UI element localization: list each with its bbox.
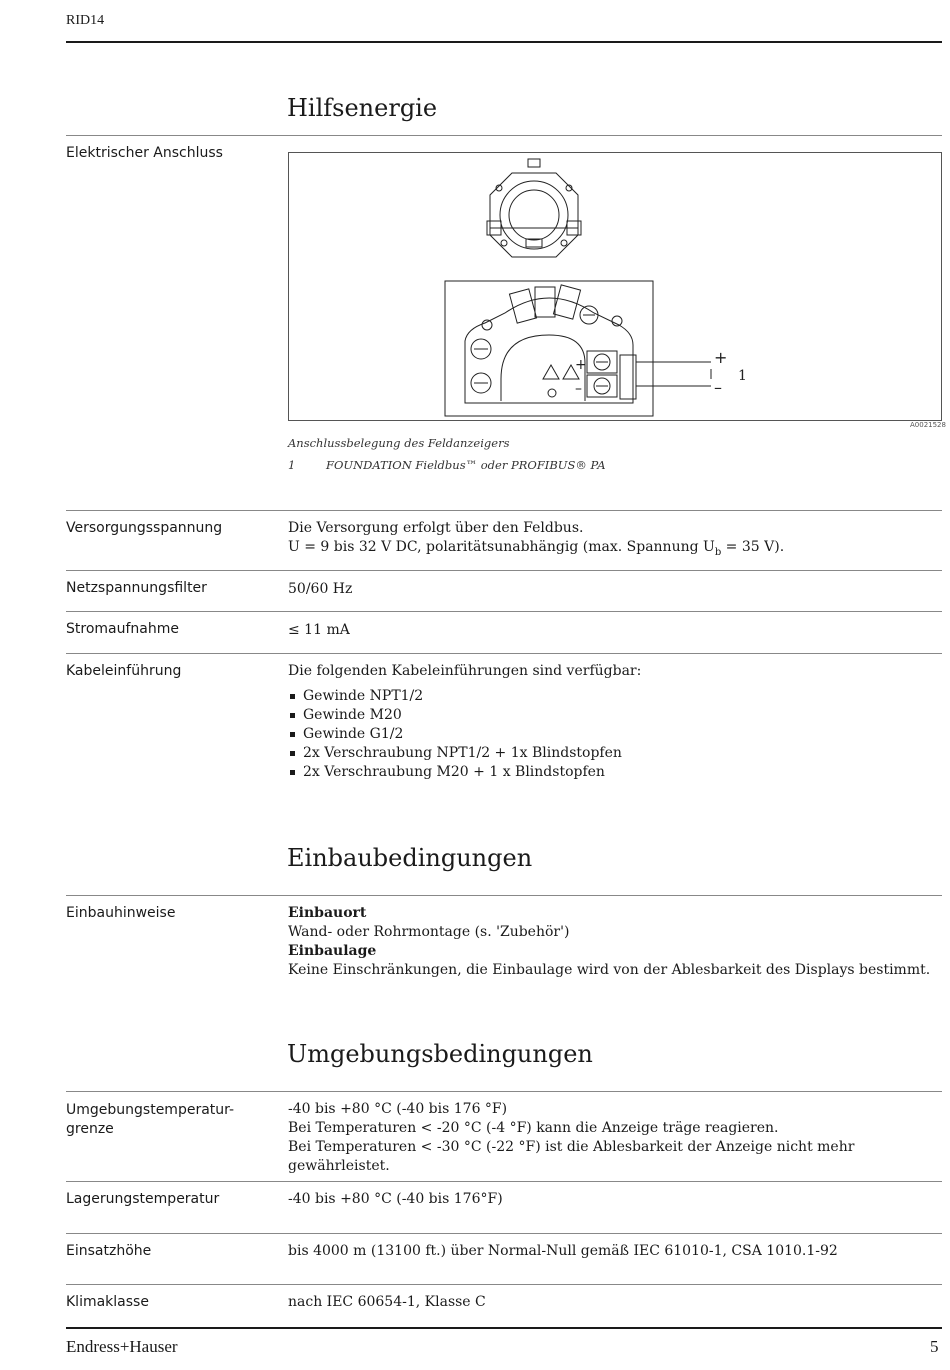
callout-number: 1 [738, 368, 747, 384]
temp-line2: Bei Temperaturen < -20 °C (-4 °F) kann die Anzeige träge reagieren. [288, 1120, 779, 1136]
label-elektrischer-anschluss: Elektrischer Anschluss [66, 145, 223, 161]
divider [66, 895, 942, 896]
footer-brand: Endress+Hauser [66, 1337, 178, 1356]
wiring-figure [288, 152, 942, 421]
value-klimaklasse: nach IEC 60654-1, Klasse C [288, 1294, 486, 1310]
divider [66, 135, 942, 136]
terminal-diagram [289, 153, 943, 422]
label-klimaklasse: Klimaklasse [66, 1294, 149, 1310]
figure-legend-text: FOUNDATION Fieldbus™ oder PROFIBUS® PA [326, 458, 606, 472]
section-title-umgebungsbedingungen: Umgebungsbedingungen [287, 1040, 593, 1068]
kabel-list [288, 687, 641, 782]
header-rule [66, 41, 942, 43]
value-umgebungstemperaturgrenze [288, 1100, 950, 1176]
label-lagerungstemperatur: Lagerungstemperatur [66, 1191, 220, 1207]
figure-legend-number: 1 [288, 458, 296, 472]
value-stromaufnahme: ≤ 11 mA [288, 622, 350, 638]
divider [66, 1284, 942, 1285]
section-title-einbaubedingungen: Einbaubedingungen [287, 844, 533, 872]
divider [66, 611, 942, 612]
esd-warning-icon [543, 365, 559, 379]
list-item: 2x Verschraubung M20 + 1 x Blindstopfen [288, 763, 641, 782]
divider [66, 1181, 942, 1182]
einbauort-heading: Einbauort [288, 905, 367, 921]
divider [66, 1233, 942, 1234]
einbauort-text: Wand- oder Rohrmontage (s. 'Zubehör') [288, 924, 570, 940]
label-versorgungsspannung: Versorgungsspannung [66, 520, 223, 536]
kabel-intro: Die folgenden Kabeleinführungen sind verfügbar: [288, 663, 642, 679]
figure-caption: Anschlussbelegung des Feldanzeigers [288, 436, 510, 450]
divider [66, 570, 942, 571]
value-netzspannungsfilter: 50/60 Hz [288, 581, 353, 597]
value-kabeleinfuehrung [288, 662, 641, 782]
einbaulage-text: Keine Einschränkungen, die Einbaulage wird von der Ablesbarkeit des Displays bestimmt. [288, 962, 931, 978]
list-item: 2x Verschraubung NPT1/2 + 1x Blindstopfen [288, 744, 641, 763]
versorgung-line2-post: = 35 V). [721, 539, 785, 555]
temp-line1: -40 bis +80 °C (-40 bis 176 °F) [288, 1101, 508, 1117]
versorgung-line1: Die Versorgung erfolgt über den Feldbus. [288, 520, 584, 536]
versorgung-line2-pre: U = 9 bis 32 V DC, polaritätsunabhängig (max. Spannung U [288, 539, 715, 555]
bus-plus-label: + [714, 348, 728, 367]
label-stromaufnahme: Stromaufnahme [66, 621, 179, 637]
doc-id: RID14 [66, 13, 105, 28]
list-item: Gewinde G1/2 [288, 725, 641, 744]
value-lagerungstemperatur: -40 bis +80 °C (-40 bis 176°F) [288, 1191, 503, 1207]
list-item: Gewinde NPT1/2 [288, 687, 641, 706]
list-item: Gewinde M20 [288, 706, 641, 725]
label-line1: Umgebungstemperatur- [66, 1102, 235, 1118]
temp-line3: Bei Temperaturen < -30 °C (-22 °F) ist die Ablesbarkeit der Anzeige nicht mehr gewährleistet. [288, 1139, 855, 1174]
label-kabeleinfuehrung: Kabeleinführung [66, 663, 182, 679]
label-line2: grenze [66, 1121, 114, 1137]
versorgung-line2 [288, 538, 784, 562]
divider [66, 510, 942, 511]
divider [66, 1091, 942, 1092]
label-umgebungstemperaturgrenze [66, 1101, 234, 1139]
value-versorgungsspannung [288, 519, 784, 562]
label-netzspannungsfilter: Netzspannungsfilter [66, 580, 207, 596]
page-number: 5 [930, 1337, 939, 1356]
value-einsatzhoehe: bis 4000 m (13100 ft.) über Normal-Null gemäß IEC 61010-1, CSA 1010.1-92 [288, 1243, 838, 1259]
einbaulage-heading: Einbaulage [288, 943, 377, 959]
footer-rule [66, 1327, 942, 1329]
versorgung-subscript: b [714, 547, 722, 558]
terminal-minus-label: – [575, 381, 582, 397]
value-einbauhinweise [288, 904, 930, 980]
terminal-plus-label: + [575, 357, 587, 373]
label-einbauhinweise: Einbauhinweise [66, 905, 176, 921]
bus-minus-label: – [714, 378, 722, 397]
section-title-hilfsenergie: Hilfsenergie [287, 94, 438, 122]
label-einsatzhoehe: Einsatzhöhe [66, 1243, 152, 1259]
divider [66, 653, 942, 654]
figure-code: A0021528 [910, 421, 946, 429]
